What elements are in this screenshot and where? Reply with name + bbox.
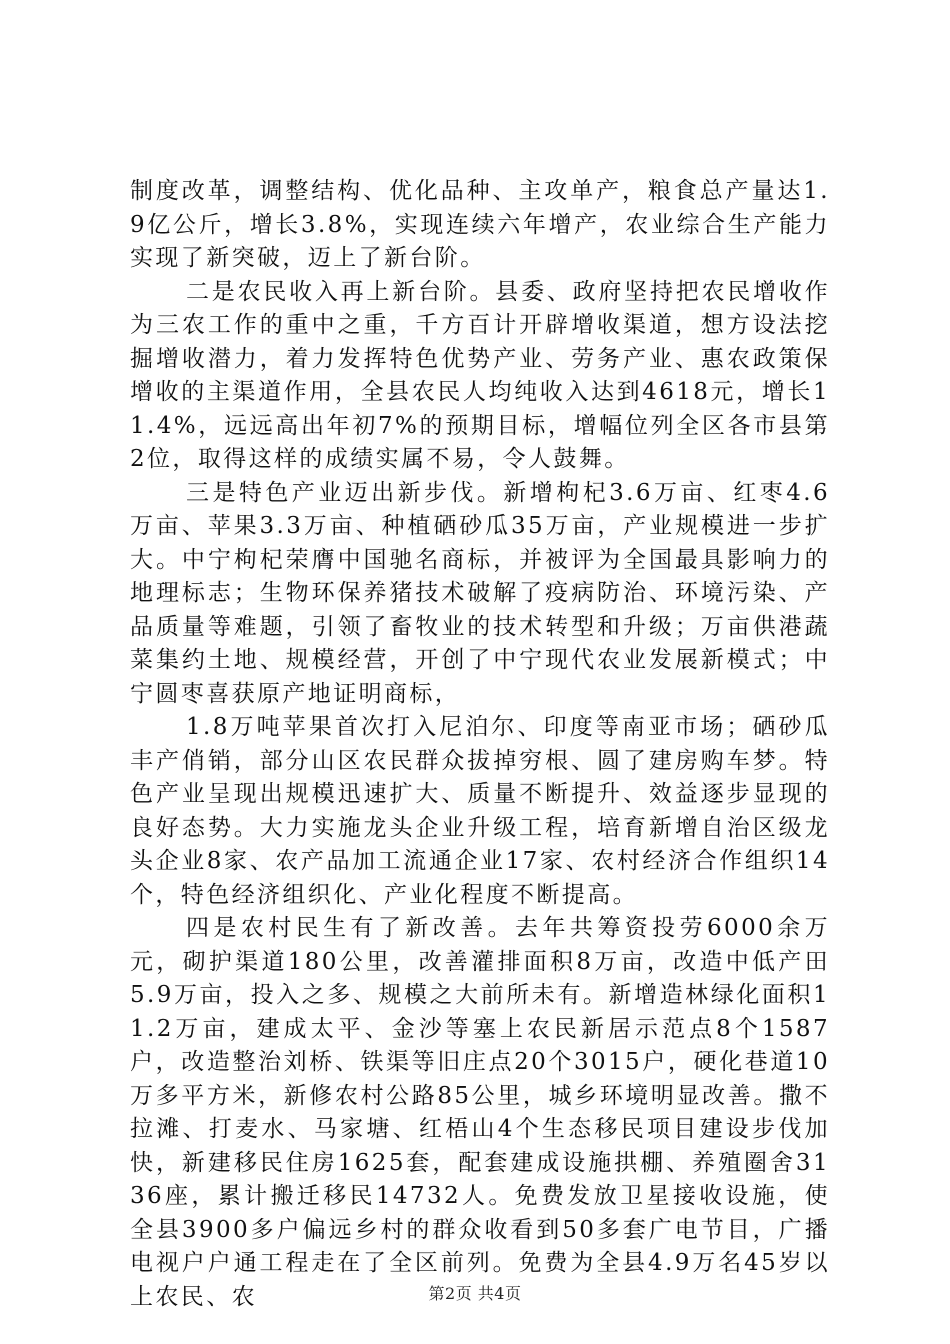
paragraph-farmer-income: 二是农民收入再上新台阶。县委、政府坚持把农民增收作为三农工作的重中之重，千方百计开辟增收渠道，想方设法挖掘增收潜力，着力发挥特色优势产业、劳务产业、惠农政策保增收的主渠道作用，全县农民人均纯收入达到4618元，增长11.4%，远远高出年初7%的预期目标，增幅位列全区各市县第2位，取得这样的成绩实属不易，令人鼓舞。 — [130, 278, 830, 472]
page-footer: 第2页 共4页 — [428, 1284, 522, 1303]
paragraph-apple-export: 1.8万吨苹果首次打入尼泊尔、印度等南亚市场；硒砂瓜丰产俏销，部分山区农民群众拔掉穷根、圆了建房购车梦。特色产业呈现出规模迅速扩大、质量不断提升、效益逐步显现的良好态势。大力实施龙头企业升级工程，培育新增自治区级龙头企业8家、农产品加工流通企业17家、农村经济合作组织14个，特色经济组织化、产业化程度不断提高。 — [130, 714, 830, 908]
paragraph-rural-livelihood: 四是农村民生有了新改善。去年共筹资投劳6000余万元，砌护渠道180公里，改善灌排面积8万亩，改造中低产田5.9万亩，投入之多、规模之大前所未有。新增造林绿化面积11.2万亩，建成太平、金沙等塞上农民新居示范点8个1587户，改造整治刘桥、铁渠等旧庄点20个3015户，硬化巷道10万多平方米，新修农村公路85公里，城乡环境明显改善。撒不拉滩、打麦水、马家塘、红梧山4个生态移民项目建设步伐加快，新建移民住房1625套，配套建成设施拱棚、养殖圈舍3136座，累计搬迁移民14732人。免费发放卫星接收设施，使全县3900多户偏远乡村的群众收看到50多套广电节目，广播电视户户通工程走在了全区前列。免费为全县4.9万名45岁以上农民、农 — [130, 915, 830, 1310]
paragraph-featured-industry: 三是特色产业迈出新步伐。新增枸杞3.6万亩、红枣4.6万亩、苹果3.3万亩、种植硒砂瓜35万亩，产业规模进一步扩大。中宁枸杞荣膺中国驰名商标，并被评为全国最具影响力的地理标志；生物环保养猪技术破解了疫病防治、环境污染、产品质量等难题，引领了畜牧业的技术转型和升级；万亩供港蔬菜集约土地、规模经营，开创了中宁现代农业发展新模式；中宁圆枣喜获原产地证明商标， — [130, 479, 830, 707]
document-body — [130, 175, 830, 1314]
paragraph-continuation: 制度改革，调整结构、优化品种、主攻单产，粮食总产量达1.9亿公斤，增长3.8%，实现连续六年增产，农业综合生产能力实现了新突破，迈上了新台阶。 — [130, 178, 830, 271]
